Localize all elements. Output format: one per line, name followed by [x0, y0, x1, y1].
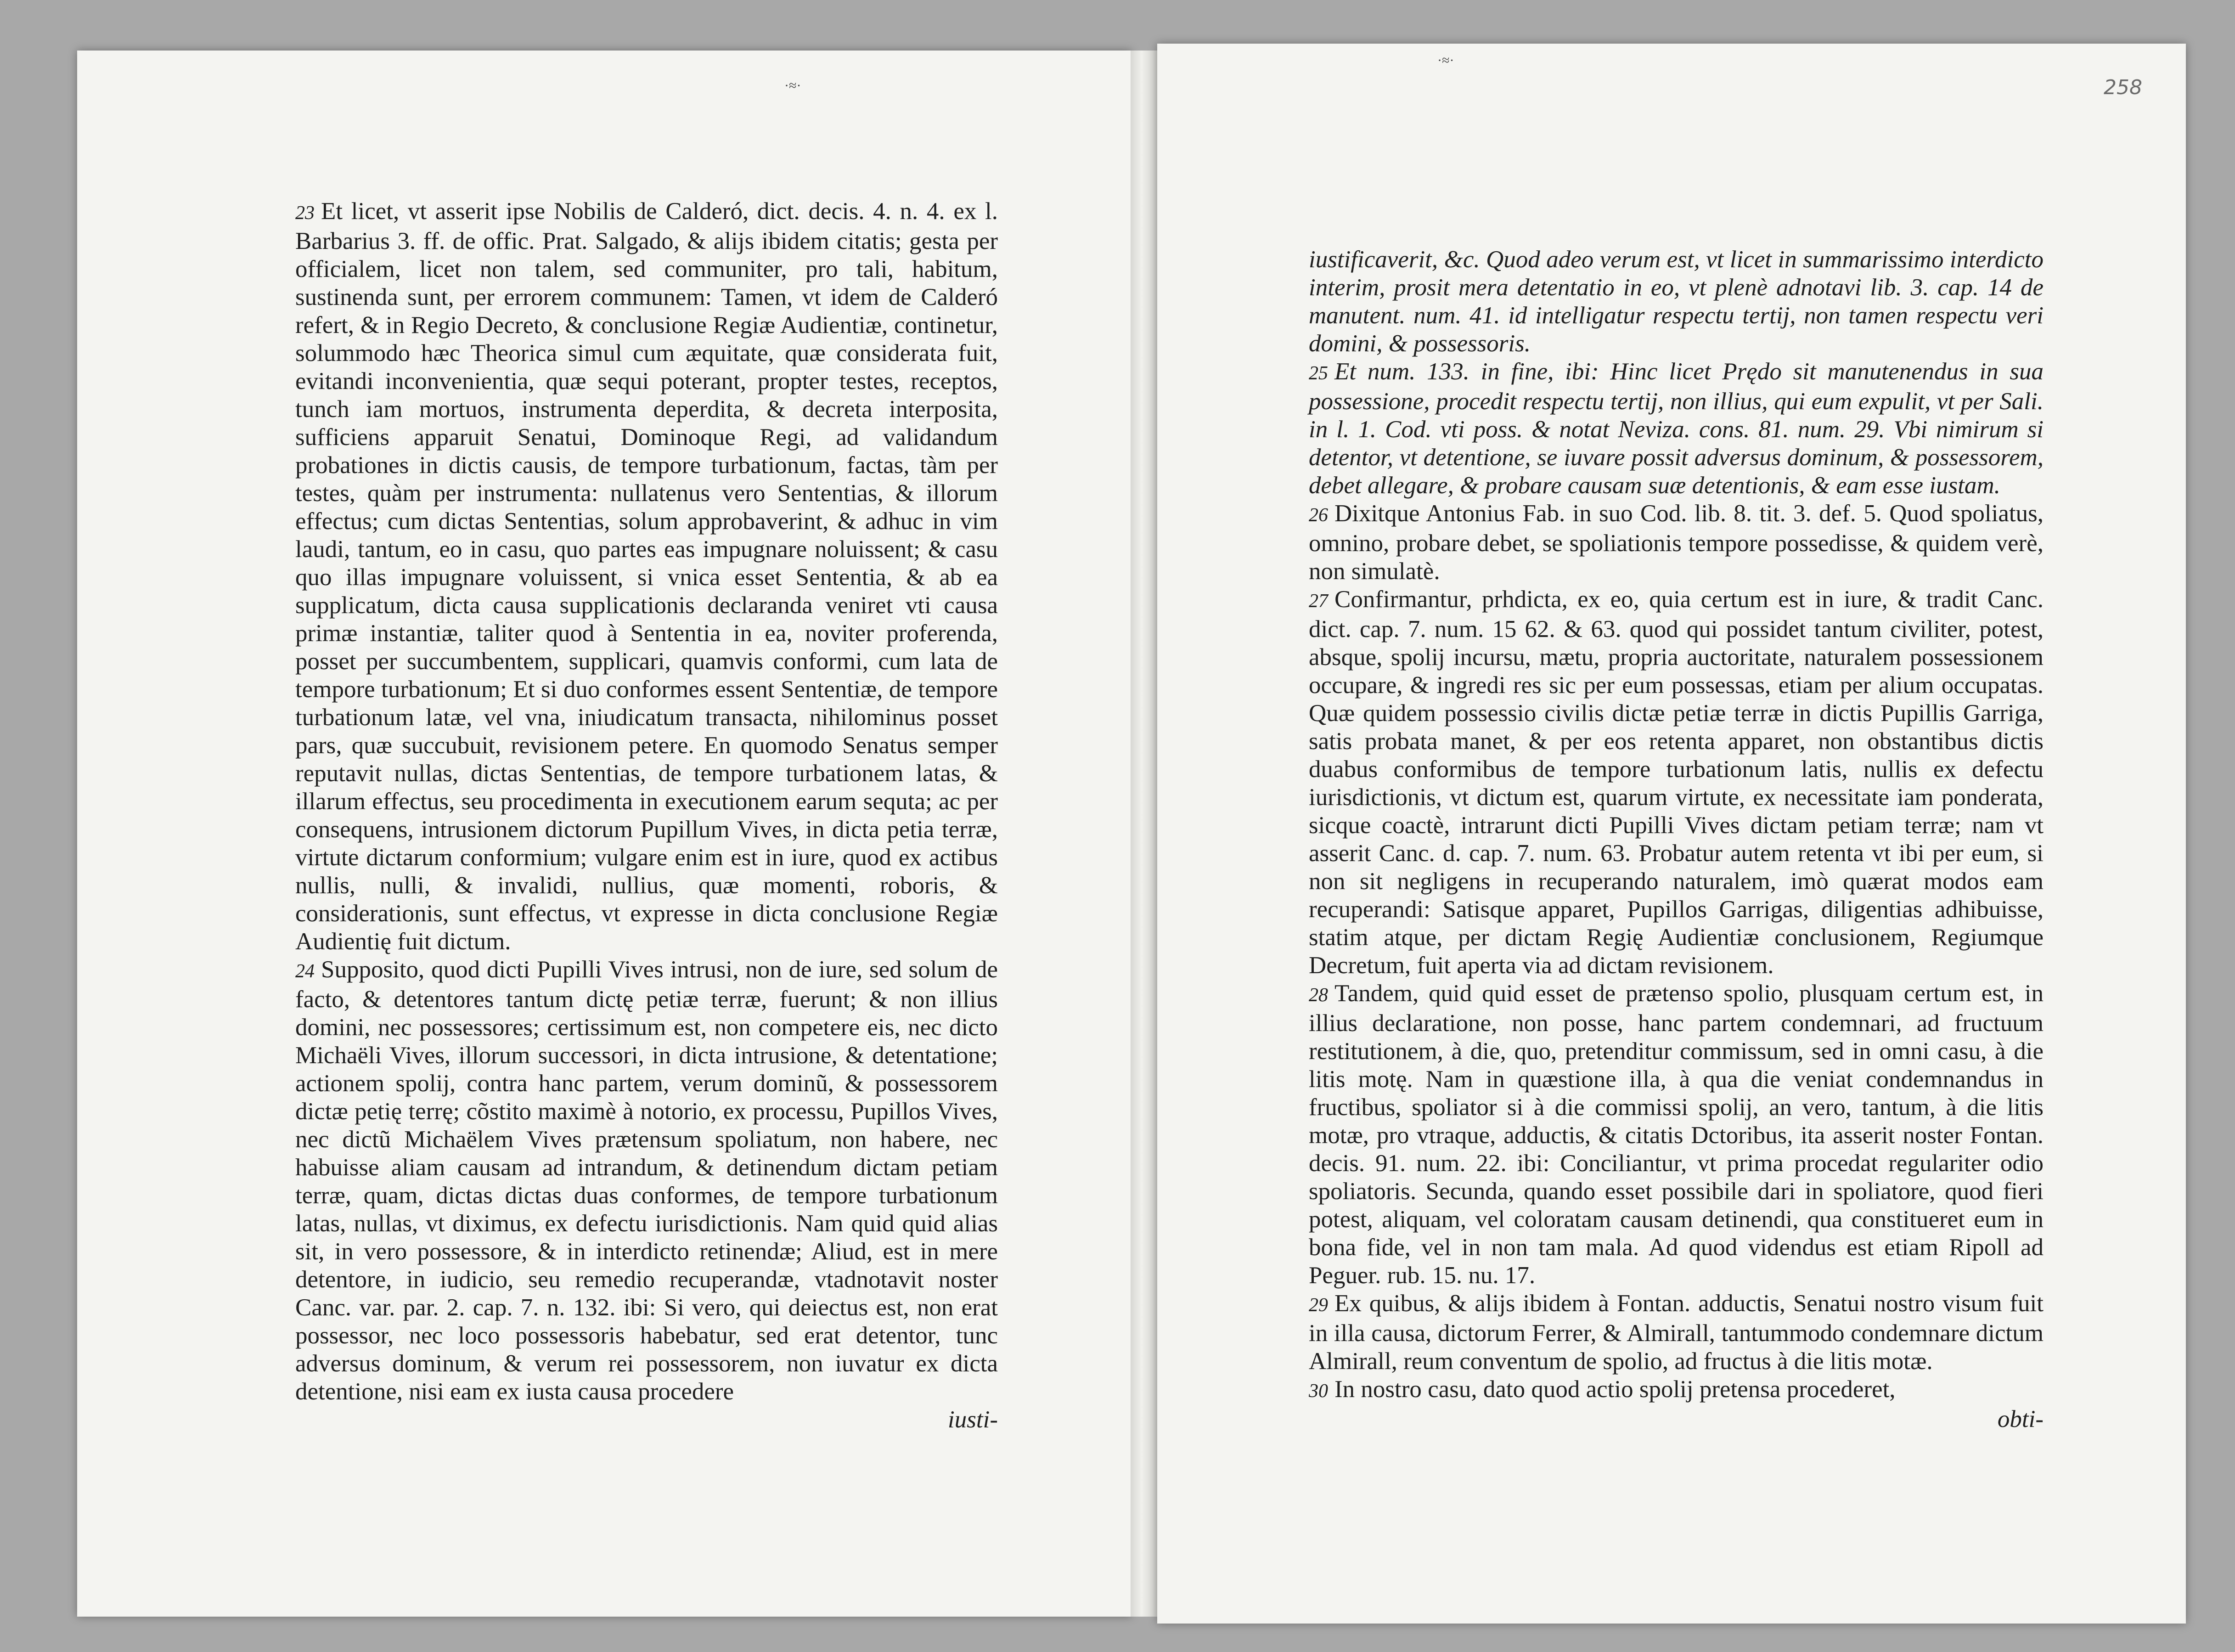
left-page-text	[295, 197, 998, 1434]
paragraph	[1309, 586, 2044, 980]
paragraph-number: 25	[1309, 363, 1328, 384]
paragraph	[1309, 246, 2044, 358]
page-mark: ·≈·	[1437, 53, 1454, 68]
paragraph-text: Et num. 133. in fine, ibi: Hinc licet Prędo sit manutenendus in sua possessione, procedit respectu tertij, non illius, qui eum expulit, vt per Sali. in l. 1. Cod. vti poss. & notat Neviza. cons. 81. num. 29. Vbi nimirum si detentor, vt detentione, se iuvare possit adversus dominum, & possessorem, debet allegare, & probare causam suæ detentionis, & eam esse iustam.	[1309, 358, 2044, 499]
paragraph-number: 23	[295, 203, 315, 224]
paragraph	[1309, 980, 2044, 1290]
paragraph-number: 30	[1309, 1381, 1328, 1402]
paragraph-text: Tandem, quid quid esset de prætenso spolio, plusquam certum est, in illius declaratione, non posse, hanc partem condemnari, ad fructuum restitutionem, à die, quo, pretenditur commissum, sed in omni casu, à die litis motę. Nam in quæstione illa, à qua die veniat condemnandus in fructibus, spoliator si à die commissi spolij, an vero, tantum, à die litis motæ, pro vtraque, adductis, & citatis Dctoribus, ita asserit noster Fontan. decis. 91. num. 22. ibi: Conciliantur, vt prima procedat regulariter odio spoliatoris. Secunda, quando esset possibile dari in spoliatore, quod fieri potest, aliquam, vel coloratam causam detinendi, qua constitueret eum in bona fide, vel in non tam mala. Ad quod videndus est etiam Ripoll ad Peguer. rub. 15. nu. 17.	[1309, 980, 2044, 1289]
right-page	[1157, 44, 2186, 1624]
paragraph-number: 29	[1309, 1295, 1328, 1316]
paragraph	[1309, 1376, 2044, 1405]
paragraph	[295, 197, 998, 956]
paragraph-text: Et licet, vt asserit ipse Nobilis de Calderó, dict. decis. 4. n. 4. ex l. Barbarius 3. ff. de offic. Prat. Salgado, & alijs ibidem citatis; gesta per officialem, licet non talem, sed communiter, pro tali, habitum, sustinenda sunt, per errorem communem: Tamen, vt idem de Calderó refert, & in Regio Decreto, & conclusione Regiæ Audientiæ, continetur, solummodo hæc Theorica simul cum æquitate, quæ considerata fuit, evitandi inconvenientia, quæ sequi poterant, propter testes, receptos, tunch iam mortuos, instrumenta deperdita, & decreta interposita, sufficiens apparuit Senatui, Dominoque Regi, ad validandum probationes in dictis causis, de tempore turbationum, factas, tàm per testes, quàm per instrumenta: nullatenus vero Sententias, & illorum effectus; cum dictas Sententias, solum approbaverint, & adhuc in vim laudi, tantum, eo in casu, quo partes eas impugnare noluissent; & casu quo illas impugnare voluissent, si vnica esset Sententia, & ab ea supplicatum, dicta causa supplicationis declaranda veniret vti causa primæ instantiæ, taliter quod à Sententia in ea, noviter proferenda, posset per succumbentem, supplicari, quamvis conformi, cum lata de tempore turbationum; Et si duo conformes essent Sententiæ, de tempore turbationum latæ, vel vna, iniudicatum transacta, nihilominus posset pars, quæ succubuit, revisionem petere. En quomodo Senatus semper reputavit nullas, dictas Sententias, de tempore turbationem latas, & illarum effectus, seu procedimenta in executionem earum sequta; ac per consequens, intrusionem dictorum Pupillum Vives, in dicta petia terræ, virtute dictarum conformium; vulgare enim est in iure, quod ex actibus nullis, nulli, & invalidi, nullius, quæ momenti, roboris, & considerationis, sunt effectus, vt expresse in dicta conclusione Regiæ Audientię fuit dictum.	[295, 198, 998, 955]
paragraph-number: 24	[295, 961, 315, 982]
paragraph-text: Supposito, quod dicti Pupilli Vives intrusi, non de iure, sed solum de facto, & detentores tantum dictę petiæ terræ, fuerunt; & non illius domini, nec possessores; certissimum est, non competere eis, nec dicto Michaëli Vives, illorum successori, in dicta intrusione, & detentatione; actionem spolij, contra hanc partem, verum dominũ, & possessorem dictæ petię terrę; cõstito maximè à notorio, ex processu, Pupillos Vives, nec dictũ Michaëlem Vives prætensum spoliatum, non habere, nec habuisse aliam causam ad intrandum, & detinendum dictam petiam terræ, quam, dictas dictas duas conformes, de tempore turbationum latas, nullas, vt diximus, ex defectu iurisdictionis. Nam quid quid alias sit, in vero possessore, & in interdicto retinendæ; Aliud, est in mere detentore, in iudicio, seu remedio recuperandæ, vtadnotavit noster Canc. var. par. 2. cap. 7. n. 132. ibi: Si vero, qui deiectus est, non erat possessor, nec loco possessoris habebatur, sed erat detentor, tunc adversus dominum, & verum rei possessorem, non iuvatur ex dicta detentione, nisi eam ex iusta causa procedere	[295, 956, 998, 1405]
left-page	[77, 51, 1132, 1617]
paragraph-text: iustificaverit, &c. Quod adeo verum est, vt licet in summarissimo interdicto interim, prosit mera detentatio in eo, vt plenè adnotavi lib. 3. cap. 14 de manutent. num. 41. id intelligatur respectu tertij, non tamen respectu veri domini, & possessoris.	[1309, 246, 2044, 357]
paragraph-text: Confirmantur, prhdicta, ex eo, quia certum est in iure, & tradit Canc. dict. cap. 7. num. 15 62. & 63. quod qui possidet tantum civiliter, potest, absque, spolij incursu, mætu, propria auctoritate, naturalem possessionem occupare, & ingredi res sic per eum possessas, etiam per alium occupatas. Quæ quidem possessio civilis dictæ petiæ terræ in dictis Pupillis Garriga, satis probata manet, & per eos retenta apparet, non obstantibus dictis duabus conformibus de tempore turbationum latis, nullis ex defectu iurisdictionis, vt dictum est, quarum virtute, ex necessitate iam ponderata, sicque coactè, intrarunt dicti Pupilli Vives dictam petiam terræ; nam vt asserit Canc. d. cap. 7. num. 63. Probatur autem retenta vt ibi per eum, si non sit negligens in recuperando naturalem, imò quærat modos eam recuperandi: Satisque apparet, Pupillos Garrigas, diligentias adhibuisse, statim atque, per dictam Regię Audientiæ conclusionem, Regiumque Decretum, fuit aperta via ad dictam revisionem.	[1309, 586, 2044, 979]
book-gutter	[1131, 51, 1158, 1617]
catchword: obti-	[1997, 1406, 2044, 1432]
paragraph	[1309, 1290, 2044, 1376]
page-mark: ·≈·	[784, 78, 801, 93]
paragraph	[1309, 500, 2044, 586]
paragraph-text: Ex quibus, & alijs ibidem à Fontan. adductis, Senatui nostro visum fuit in illa causa, dictorum Ferrer, & Almirall, tantummodo condemnare dictum Almirall, reum conventum de spolio, ad fructus à die litis motæ.	[1309, 1290, 2044, 1375]
page-number: 258	[2104, 76, 2142, 99]
paragraph-text: Dixitque Antonius Fab. in suo Cod. lib. 8. tit. 3. def. 5. Quod spoliatus, omnino, probare debet, se spoliationis tempore possedisse, & quidem verè, non simulatè.	[1309, 500, 2044, 585]
paragraph-number: 28	[1309, 985, 1328, 1006]
catchword: iusti-	[948, 1406, 998, 1433]
paragraph	[1309, 358, 2044, 500]
paragraph	[295, 956, 998, 1406]
right-page-text	[1309, 246, 2044, 1433]
paragraph-number: 26	[1309, 505, 1328, 526]
paragraph-number: 27	[1309, 591, 1328, 612]
paragraph-text: In nostro casu, dato quod actio spolij pretensa procederet,	[1334, 1376, 1896, 1403]
